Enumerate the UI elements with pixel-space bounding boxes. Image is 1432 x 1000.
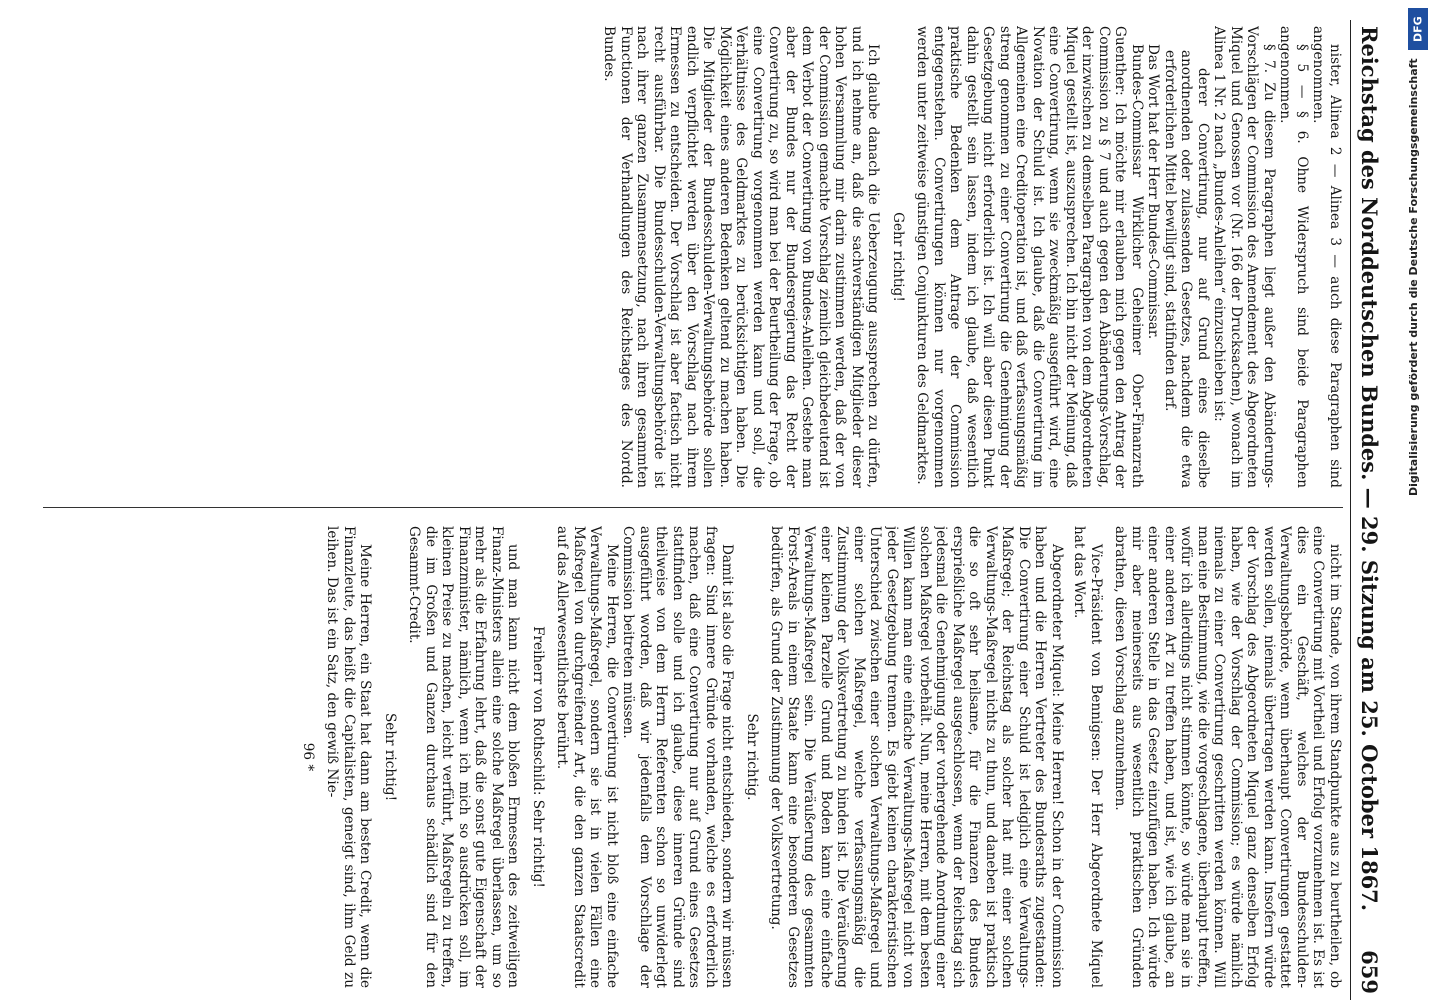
column-divider [43,507,1343,508]
interjection: Freiherr von Rothschild: Sehr richtig! [530,626,546,888]
interjection: Sehr richtig. [744,713,760,801]
header-title: Reichstag des Norddeutschen Bundes. — 29. Sitzung am 25. October 1867. [1357,26,1382,912]
page-number: 659 [1357,950,1382,994]
interjection: Gehr richtig! [890,212,906,302]
dfg-logo: DFG [1408,8,1428,50]
quoted-amendment: derer Convertirung, nur auf Grund eines dieselbe anordnenden oder zulassenden Gesetzes, nachdem die etwa erforderlichen Mittel bewilligt sind, statifinden darf. [1162,50,1211,488]
newspaper-page [15,20,1395,1000]
paragraph: Meine Herren, ein Staat hat dann am besten Credit, wenn die Finanzleute, das heißt die Capitalisten, geneigt sind, ihm Geld zu leihen. Das ist ein Satz, den gewiß Nie- [324,526,374,988]
paragraph: Damit ist also die Frage nicht entschieden, sondern wir müssen fragen: Sind innere Gründe vorhanden, welche es erforderlich machen, daß eine Convertirung nur auf Grund eines Gesetzes stattfinden solle und ich glaube, diese inneren Gründe sind theilweise von dem Herrn Referenten schon so unwiderlegt ausgeführt worden, daß wir jedenfalls dem Vorschlage der Commission beitreten müssen. [620,526,736,988]
paragraph: Ich glaube danach die Ueberzeugung aussprechen zu dürfen, und ich nehme an, daß die sachverständigen Mitglieder dieser hohen Versammlung mir darin zustimmen werden, daß der von der Commission gemachte Vorschlag ziemlich gleichbedeutend ist dem Verbot der Convertirung von Bundes-Anleihen. Gestehe man aber der Bundes nur der Bundesregierung das Recht der Convertirung zu, so wird man bei der Beurtheilung der Frage, ob eine Convertirung vorgenommen werden kann und soll, die Verhältnisse des Geldmarktes zu berücksichtigen haben. Die Möglichkeit eines anderen Bedenken geltend zu machen haben. Die Mitglieder der Bundesschulden-Verwaltungsbehörde sollen endlich verpflichtet werden über den Vorschlag nach ihrem Ermessen zu entscheiden. Der Vorschlag ist aber factisch nicht recht ausführbar. Die Bundesschulden-Verwaltungsbehörde ist nach ihrer ganzen Zusammensetzung, nach ihren gesammten Functionen der Verhandlungen des Reichstages des Nordd. Bundes. [601,26,882,488]
interjection: Sehr richtig! [382,712,398,802]
speaker-bennigsen: Vice-Präsident von Bennigsen: Der Herr Abgeordnete Miquel hat das Wort. [1071,526,1104,988]
speech-guenther: Bundes-Commissar Wirklicher Geheimer Ober-Finanzrath Guenther: Ich möchte mir erlauben mich gegen den Antrag der Commission zu § 7 und auch gegen den Abänderungs-Vorschlag, der inzwischen zu demselben Paragraphen von dem Abgeordneten Miquel gestellt ist, auszusprechen. Ich bin nicht der Meinung, daß eine Convertirung, wenn sie zweckmäßig ausgeführt wird, eine Novation der Schuld ist. Ich glaube, daß die Convertirung im Allgemeinen eine Creditoperation ist, und daß verfassungsmäßig streng genommen zu einer Convertirung die Genehmigung der Gesetzgebung nicht erforderlich ist. Ich will aber diesen Punkt dahin gestellt sein lassen, indem ich glaube, daß wesentlich praktische Bedenken dem Antrage der Commission entgegenstehen. Convertirungen können nur vorgenommen werden unter zeitweise günstigen Conjunkturen des Geldmarktes. [914,26,1145,488]
digitization-sidebar [1405,0,1432,1000]
paragraph: und man kann nicht dem bloßen Ermessen des zeitweiligen Finanz-Ministers allein eine solche Maßregel überlassen, um so mehr als die Erfahrung lehrt, daß die sonst gute Eigenschaft der Finanzminister, nämlich, wenn ich mich so ausdrücken soll, im kleinen Preise zu machen, leicht verführt, Maßregeln zu treffen, die im Großen und Ganzen durchaus schädlich sind für den Gesammt-Credit. [406,526,522,988]
left-column [33,26,1343,488]
paragraph: Das Wort hat der Herr Bundes-Commissar. [1145,44,1162,340]
paragraph: § 7. Zu diesem Paragraphen liegt außer den Abänderungs-Vorschlägen der Commission des Amendement des Abgeordneten Miquel und Genossen vor (Nr. 166 der Drucksachen), wonach im Alinea 1 Nr. 2 nach „Bundes-Anleihen“ einzuschieben ist: [1211,26,1277,488]
sheet-signature: 96 * [300,742,316,772]
funding-note: Digitalisierung gefördert durch die Deutsche Forschungsgemeinschaft [1407,58,1420,496]
right-column [33,526,1343,988]
speech-miquel: Abgeordneter Miquel: Meine Herren! Schon in der Commission haben und die Herren Vertreter des Bundesraths zugestanden: Die Convertirung einer Schuld ist lediglich eine Verwaltungs-Maßregel; der Reichstag als solcher hat mit einer solchen Verwaltungs-Maßregel nichts zu thun, und daneben ist praktisch die so oft sehr heilsame, für die Finanzen des Bundes ersprießliche Maßregel ausgeschlossen, wenn der Reichstag sich jedesmal die Genehmigung oder vorhergehende Anordnung einer solchen Maßregel vorbehält. Nun, meine Herren, mit dem besten Willen kann man eine einfache Verwaltungs-Maßregel nicht von jeder Gesetzgebung trennen. Es giebt keinen charakteristischen Unterschied zwischen einer solchen Verwaltungs-Maßregel und einer solchen Maßregel, welche verfassungsmäßig die Zustimmung der Volksvertretung zu binden ist. Die Veräußerung einer kleinen Parzelle Grund und Boden kann eine einfache Verwaltungs-Maßregel sein. Die Veräußerung des gesammten Forst-Areals in einem Staate kann eine besonderen Gesetzes bedürfen, als Grund der Zustimmung der Volksvertretung. [768,526,1065,988]
paragraph: nicht im Stande, von ihrem Standpunkte aus zu beurtheilen, ob eine Convertirung mit Vortheil und Erfolg vorzunehmen ist. Es ist dies ein Geschäft, welches der Bundesschulden-Verwaltungsbehörde, wenn überhaupt Convertirungen gestattet werden sollen, niemals übertragen werden kann. Insofern würde der Vorschlag des Abgeordneten Miquel ganz denselben Erfolg haben, wie der Vorschlag der Commission; es würde nämlich niemals zu einer Convertirung geschritten werden können. Will man eine Bestimmung, wie die vorgeschlagene, überhaupt treffen, wofür ich allerdings nicht stimmen könnte, so würde man sie in einer anderen Art zu treffen haben, und ist, wie ich glaube, an einer anderen Stelle in das Gesetz einzufügen haben. Ich würde mir aber meinerseits aus wesentlich praktischen Gründen abrathen, diesen Vorschlag anzunehmen. [1112,526,1343,988]
page-header [1350,20,1385,1000]
paragraph: Meine Herren, die Convertirung ist nicht bloß eine einfache Verwaltungs-Maßregel, sondern sie ist in vielen Fällen eine Maßregel von durchgreifender Art, die den ganzen Staatscredit auf das Allerwesentlichste berührt. [554,526,620,988]
paragraph: nister, Alinea 2 — Alinea 3 — auch diese Paragraphen sind angenommen. [1310,26,1343,488]
paragraph: § 5 — § 6. Ohne Widerspruch sind beide Paragraphen angenommen. [1277,26,1310,488]
